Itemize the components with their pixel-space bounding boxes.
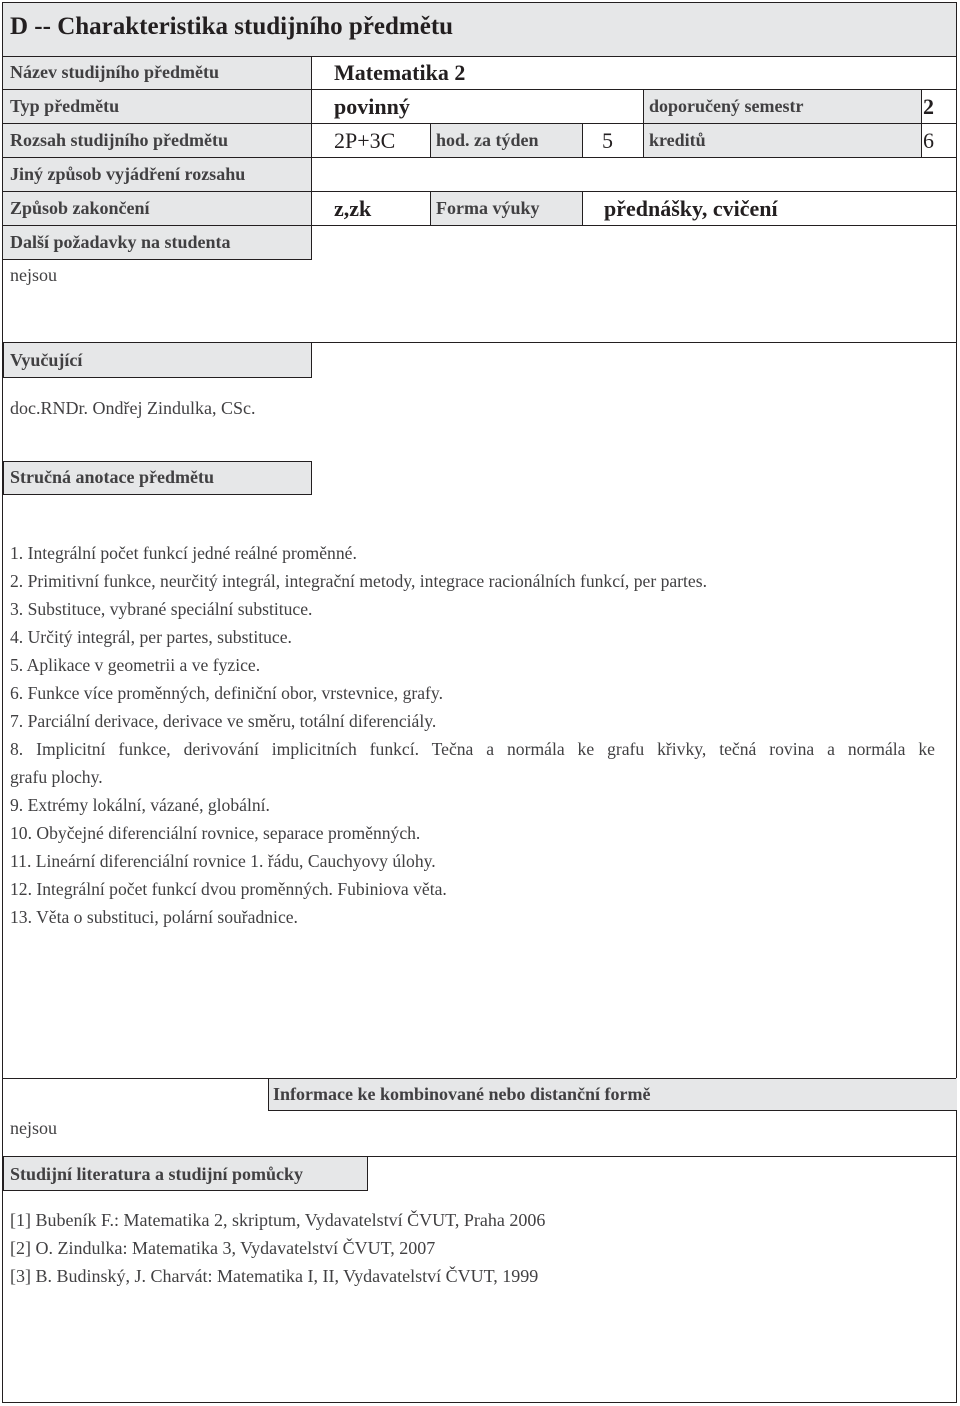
course-name-value: Matematika 2: [334, 60, 466, 85]
rule: [3, 56, 956, 57]
rule: [921, 89, 922, 157]
teachers-value: doc.RNDr. Ondřej Zindulka, CSc.: [10, 398, 256, 418]
rule: [430, 191, 431, 225]
literature-item: [1] Bubeník F.: Matematika 2, skriptum, Vydavatelství ČVUT, Praha 2006: [10, 1210, 546, 1230]
requirements-value: nejsou: [10, 265, 57, 285]
rule: [3, 191, 956, 192]
rule: [582, 123, 583, 157]
hours-label: hod. za týden: [436, 130, 539, 150]
course-name-label: Název studijního předmětu: [10, 62, 220, 82]
rule: [430, 123, 431, 157]
annotation-item: 6. Funkce více proměnných, definiční obor, vrstevnice, grafy.: [10, 683, 443, 703]
annotation-item: 1. Integrální počet funkcí jedné reálné proměnné.: [10, 543, 357, 563]
annotation-item: 9. Extrémy lokální, vázané, globální.: [10, 795, 270, 815]
completion-value: z,zk: [334, 196, 372, 221]
rule: [3, 89, 956, 90]
annotation-item: 12. Integrální počet funkcí dvou proměnných. Fubiniova věta.: [10, 879, 447, 899]
course-type-value: povinný: [334, 94, 410, 119]
credits-label: kreditů: [649, 130, 706, 150]
semester-label: doporučený semestr: [649, 96, 804, 116]
semester-value: 2: [923, 94, 934, 119]
annotation-item: 7. Parciální derivace, derivace ve směru, totální diferenciály.: [10, 711, 437, 731]
annotation-item: 4. Určitý integrál, per partes, substituce.: [10, 627, 292, 647]
rule: [3, 225, 956, 226]
distance-value: nejsou: [10, 1118, 57, 1138]
rule: [3, 123, 956, 124]
rule: [582, 191, 583, 225]
hours-value: 5: [602, 128, 613, 153]
requirements-label: Další požadavky na studenta: [10, 232, 231, 252]
other-scope-label: Jiný způsob vyjádření rozsahu: [10, 164, 246, 184]
rule: [3, 1078, 956, 1079]
rule: [311, 56, 312, 259]
annotation-item: 13. Věta o substituci, polární souřadnice.: [10, 907, 298, 927]
rule: [3, 157, 956, 158]
rule: [3, 259, 312, 260]
rule: [268, 1110, 957, 1111]
annotation-label: Stručná anotace předmětu: [10, 467, 214, 487]
distance-label: Informace ke kombinované nebo distanční formě: [273, 1084, 651, 1104]
annotation-item: grafu plochy.: [10, 767, 103, 787]
page-title: D -- Charakteristika studijního předmětu: [10, 13, 454, 40]
form-label: Forma výuky: [436, 198, 540, 218]
annotation-item: 2. Primitivní funkce, neurčitý integrál, integrační metody, integrace racionálních funkcí, per partes.: [10, 571, 707, 591]
course-type-label: Typ předmětu: [10, 96, 120, 116]
literature-item: [3] B. Budinský, J. Charvát: Matematika I, II, Vydavatelství ČVUT, 1999: [10, 1266, 539, 1286]
credits-value: 6: [923, 128, 934, 153]
annotation-item: 5. Aplikace v geometrii a ve fyzice.: [10, 655, 261, 675]
rule: [268, 1078, 269, 1110]
rule: [643, 89, 644, 157]
scope-label: Rozsah studijního předmětu: [10, 130, 229, 150]
annotation-item: 3. Substituce, vybrané speciální substituce.: [10, 599, 313, 619]
completion-label: Způsob zakončení: [10, 198, 150, 218]
literature-item: [2] O. Zindulka: Matematika 3, Vydavatelství ČVUT, 2007: [10, 1238, 436, 1258]
annotation-item: 8. Implicitní funkce, derivování implicitních funkcí. Tečna a normála ke grafu křivky, tečná rovina a normála ke: [10, 739, 935, 759]
form-value: přednášky, cvičení: [604, 196, 778, 221]
literature-label: Studijní literatura a studijní pomůcky: [10, 1164, 304, 1184]
teachers-label: Vyučující: [10, 350, 83, 370]
annotation-item: 10. Obyčejné diferenciální rovnice, separace proměnných.: [10, 823, 421, 843]
scope-value: 2P+3C: [334, 128, 396, 153]
annotation-item: 11. Lineární diferenciální rovnice 1. řádu, Cauchyovy úlohy.: [10, 851, 436, 871]
